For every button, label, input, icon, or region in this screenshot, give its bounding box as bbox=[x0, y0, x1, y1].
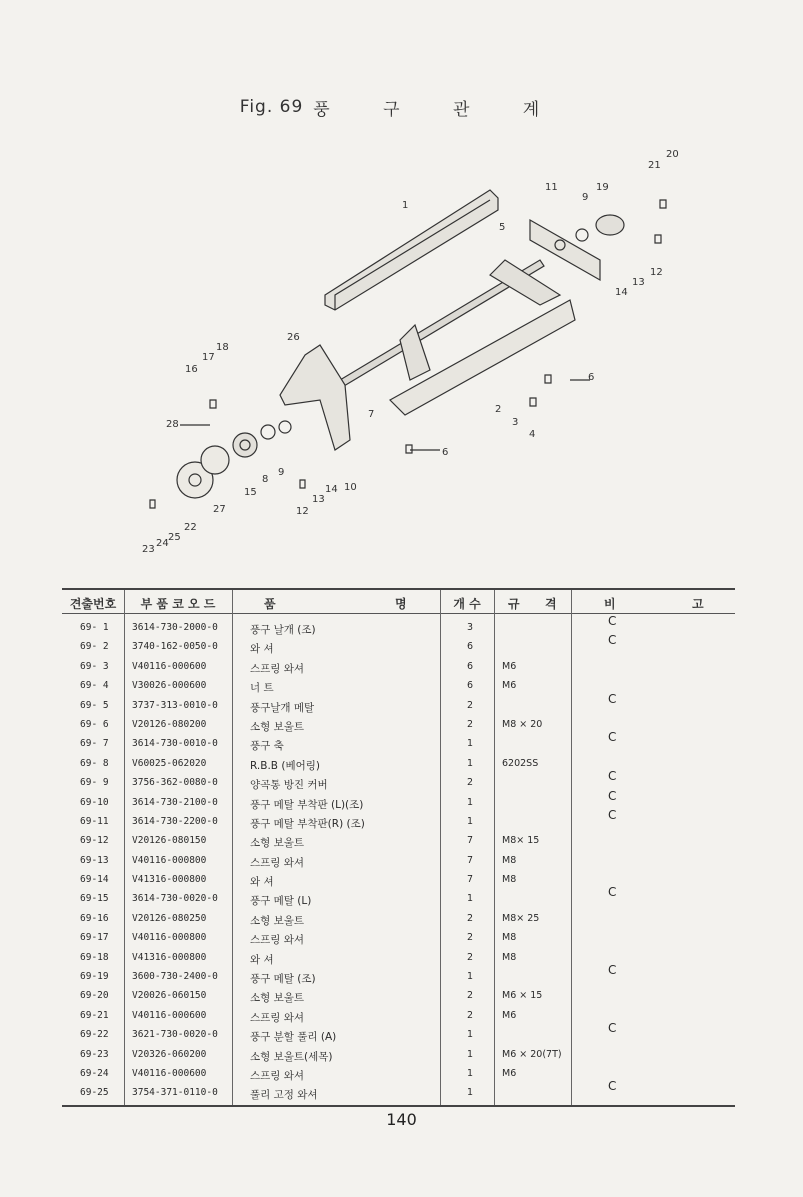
part-quantity: 2 bbox=[467, 718, 474, 730]
callout: 23 bbox=[142, 544, 155, 555]
callout: 3 bbox=[512, 417, 519, 428]
part-name: 양곡통 방진 커버 bbox=[250, 779, 328, 792]
callout: 12 bbox=[296, 506, 309, 517]
part-note: C bbox=[608, 963, 617, 978]
part-name: 와 셔 bbox=[250, 953, 274, 966]
part-spec: M8 bbox=[502, 951, 517, 963]
part-spec: 6202SS bbox=[502, 757, 539, 769]
part-quantity: 1 bbox=[467, 893, 474, 905]
part-quantity: 1 bbox=[467, 1087, 474, 1099]
part-name: 풍구날개 메탈 bbox=[250, 701, 315, 714]
part-code: 3614-730-0010-0 bbox=[132, 738, 218, 750]
part-code: 3614-730-0020-0 bbox=[132, 893, 218, 905]
part-number: 69-24 bbox=[80, 1067, 109, 1079]
part-code: 3600-730-2400-0 bbox=[132, 971, 218, 983]
callout: 17 bbox=[202, 352, 215, 363]
part-code: 3740-162-0050-0 bbox=[132, 641, 218, 653]
part-name: 풍구 메탈 부착판 (L)(조) bbox=[250, 798, 364, 811]
part-quantity: 6 bbox=[467, 641, 474, 653]
part-name: 풍구 메탈 부착판(R) (조) bbox=[250, 817, 365, 830]
table-row bbox=[62, 853, 735, 872]
part-code: V20326-060200 bbox=[132, 1048, 207, 1060]
part-spec: M8 bbox=[502, 854, 517, 866]
part-name: 풍구 날개 (조) bbox=[250, 624, 316, 636]
part-code: V40116-000800 bbox=[132, 932, 207, 944]
part-quantity: 7 bbox=[467, 835, 474, 847]
table-row bbox=[62, 950, 735, 969]
figure-heading: 풍 구 관 계 bbox=[313, 99, 564, 120]
part-name: 소형 보울트 bbox=[250, 837, 305, 850]
part-code: 3737-313-0010-0 bbox=[132, 699, 218, 711]
part-number: 69- 8 bbox=[80, 757, 109, 769]
exploded-parts-diagram bbox=[120, 140, 720, 570]
col-header-spec-a: 규 bbox=[508, 596, 520, 611]
part-code: V20126-080250 bbox=[132, 912, 207, 924]
callout: 9 bbox=[582, 192, 589, 203]
part-quantity: 1 bbox=[467, 971, 474, 983]
part-spec: M8× 25 bbox=[502, 912, 540, 924]
table-row bbox=[62, 988, 735, 1007]
parts-table-body bbox=[62, 614, 735, 1105]
part-note: C bbox=[608, 885, 617, 900]
callout: 6 bbox=[442, 447, 449, 458]
part-number: 69-20 bbox=[80, 990, 109, 1002]
col-header-note-a: 비 bbox=[604, 596, 616, 611]
part-number: 69-11 bbox=[80, 815, 109, 827]
part-name: 너 트 bbox=[250, 682, 274, 695]
callout: 13 bbox=[312, 494, 325, 505]
part-code: V60025-062020 bbox=[132, 757, 207, 769]
part-spec: M8× 15 bbox=[502, 835, 540, 847]
part-quantity: 2 bbox=[467, 912, 474, 924]
part-quantity: 3 bbox=[467, 622, 474, 633]
callout: 27 bbox=[213, 504, 226, 515]
part-code: 3621-730-0020-0 bbox=[132, 1029, 218, 1041]
callout: 8 bbox=[262, 474, 269, 485]
part-name: 스프링 와셔 bbox=[250, 662, 305, 675]
part-note: C bbox=[608, 769, 617, 784]
callout: 9 bbox=[278, 467, 285, 478]
part-note: C bbox=[608, 730, 617, 745]
callout: 20 bbox=[666, 149, 679, 160]
table-row bbox=[62, 756, 735, 775]
page-number: 140 bbox=[386, 1110, 417, 1129]
part-quantity: 7 bbox=[467, 854, 474, 866]
table-row bbox=[62, 717, 735, 736]
part-name: 풍구 메탈 (조) bbox=[250, 973, 316, 986]
part-note: C bbox=[608, 1021, 617, 1036]
part-quantity: 2 bbox=[467, 951, 474, 963]
part-quantity: 1 bbox=[467, 815, 474, 827]
part-number: 69-13 bbox=[80, 854, 109, 866]
part-quantity: 7 bbox=[467, 874, 474, 886]
part-spec: M6 bbox=[502, 1067, 517, 1079]
table-row bbox=[62, 872, 735, 891]
part-spec: M6 bbox=[502, 680, 517, 692]
part-code: V40116-000800 bbox=[132, 854, 207, 866]
part-number: 69- 9 bbox=[80, 777, 109, 789]
part-code: V20126-080150 bbox=[132, 835, 207, 847]
part-code: V41316-000800 bbox=[132, 951, 207, 963]
table-row bbox=[62, 633, 735, 658]
part-quantity: 1 bbox=[467, 1048, 474, 1060]
part-quantity: 2 bbox=[467, 932, 474, 944]
part-name: 풍구 분할 풀리 (A) bbox=[250, 1031, 337, 1044]
callout: 1 bbox=[402, 200, 409, 211]
part-quantity: 2 bbox=[467, 1009, 474, 1021]
part-number: 69- 3 bbox=[80, 660, 109, 672]
table-row bbox=[62, 1066, 735, 1085]
part-number: 69-17 bbox=[80, 932, 109, 944]
part-code: 3754-371-0110-0 bbox=[132, 1087, 218, 1099]
callout: 2 bbox=[495, 404, 502, 415]
col-header-note-b: 고 bbox=[692, 596, 704, 611]
part-name: 풍구 축 bbox=[250, 740, 284, 753]
part-quantity: 6 bbox=[467, 680, 474, 692]
part-number: 69-10 bbox=[80, 796, 109, 808]
part-code: 3614-730-2000-0 bbox=[132, 622, 218, 633]
callout: 6 bbox=[588, 372, 595, 383]
part-spec: M6 bbox=[502, 660, 517, 672]
part-number: 69- 2 bbox=[80, 641, 109, 653]
part-name: 스프링 와셔 bbox=[250, 934, 305, 947]
table-row bbox=[62, 1047, 735, 1066]
part-quantity: 2 bbox=[467, 699, 474, 711]
table-row bbox=[62, 911, 735, 930]
part-number: 69-15 bbox=[80, 893, 109, 905]
figure-label: Fig. 69 bbox=[239, 97, 304, 117]
part-quantity: 2 bbox=[467, 777, 474, 789]
part-quantity: 6 bbox=[467, 660, 474, 672]
part-number: 69-12 bbox=[80, 835, 109, 847]
col-header-spec-b: 격 bbox=[545, 596, 557, 611]
callout: 15 bbox=[244, 487, 257, 498]
table-row bbox=[62, 930, 735, 949]
callout: 25 bbox=[168, 532, 181, 543]
table-row bbox=[62, 963, 735, 988]
part-code: V20026-060150 bbox=[132, 990, 207, 1002]
callout: 7 bbox=[368, 409, 375, 420]
part-number: 69-21 bbox=[80, 1009, 109, 1021]
figure-title bbox=[0, 92, 803, 122]
part-code: V40116-000600 bbox=[132, 1009, 207, 1021]
callout: 10 bbox=[344, 482, 357, 493]
table-row bbox=[62, 691, 735, 717]
part-name: 스프링 와셔 bbox=[250, 1011, 305, 1024]
table-row bbox=[62, 730, 735, 755]
part-code: V41316-000800 bbox=[132, 874, 207, 886]
part-note: C bbox=[608, 1079, 617, 1094]
callout: 4 bbox=[529, 429, 536, 440]
part-name: 풍구 메탈 (L) bbox=[250, 895, 312, 908]
part-code: V20126-080200 bbox=[132, 718, 207, 730]
part-name: 스프링 와셔 bbox=[250, 856, 305, 869]
table-row bbox=[62, 833, 735, 852]
part-number: 69-18 bbox=[80, 951, 109, 963]
part-spec: M6 × 20(7T) bbox=[502, 1048, 562, 1060]
part-name: 소형 보울트 bbox=[250, 914, 305, 927]
table-row bbox=[62, 614, 735, 639]
part-number: 69- 6 bbox=[80, 718, 109, 730]
part-number: 69- 5 bbox=[80, 699, 109, 711]
part-name: 소형 보울트(세목) bbox=[250, 1050, 333, 1063]
part-name: 와 셔 bbox=[250, 876, 274, 889]
table-row bbox=[62, 807, 735, 833]
col-header-name-b: 명 bbox=[395, 596, 407, 611]
callout: 11 bbox=[545, 182, 558, 193]
part-number: 69-22 bbox=[80, 1029, 109, 1041]
part-name: 소형 보울트 bbox=[250, 992, 305, 1005]
part-quantity: 2 bbox=[467, 990, 474, 1002]
part-quantity: 1 bbox=[467, 738, 474, 750]
callout: 14 bbox=[615, 287, 628, 298]
part-quantity: 1 bbox=[467, 796, 474, 808]
callout: 12 bbox=[650, 267, 663, 278]
part-quantity: 1 bbox=[467, 1067, 474, 1079]
part-code: 3756-362-0080-0 bbox=[132, 777, 218, 789]
callout: 28 bbox=[166, 419, 179, 430]
part-name: 소형 보울트 bbox=[250, 720, 305, 733]
part-number: 69-14 bbox=[80, 874, 109, 886]
table-row bbox=[62, 1008, 735, 1027]
table-row bbox=[62, 659, 735, 678]
part-code: V30026-000600 bbox=[132, 680, 207, 692]
part-spec: M8 bbox=[502, 932, 517, 944]
part-number: 69-16 bbox=[80, 912, 109, 924]
table-row bbox=[62, 788, 735, 814]
part-note: C bbox=[608, 807, 617, 822]
callout: 5 bbox=[499, 222, 506, 233]
callout: 19 bbox=[596, 182, 609, 193]
table-row bbox=[62, 769, 735, 794]
callout: 24 bbox=[156, 538, 169, 549]
part-note: C bbox=[608, 614, 617, 628]
diagram-drawing bbox=[120, 140, 720, 570]
part-spec: M6 × 15 bbox=[502, 990, 543, 1002]
callout: 13 bbox=[632, 277, 645, 288]
part-note: C bbox=[608, 633, 617, 648]
col-header-qty: 개 수 bbox=[453, 596, 481, 611]
part-quantity: 1 bbox=[467, 757, 474, 769]
callout: 26 bbox=[287, 332, 300, 343]
part-number: 69- 4 bbox=[80, 680, 109, 692]
part-spec: M6 bbox=[502, 1009, 517, 1021]
part-quantity: 1 bbox=[467, 1029, 474, 1041]
part-note: C bbox=[608, 691, 617, 706]
part-name: 와 셔 bbox=[250, 643, 274, 656]
part-spec: M8 bbox=[502, 874, 517, 886]
part-name: 풀리 고정 와셔 bbox=[250, 1089, 318, 1102]
table-row bbox=[62, 1079, 735, 1104]
part-name: R.B.B (베어링) bbox=[250, 759, 320, 772]
part-code: 3614-730-2200-0 bbox=[132, 815, 218, 827]
table-row bbox=[62, 885, 735, 910]
callout: 21 bbox=[648, 160, 661, 171]
part-code: V40116-000600 bbox=[132, 660, 207, 672]
part-code: V40116-000600 bbox=[132, 1067, 207, 1079]
table-row bbox=[62, 678, 735, 697]
table-bottom-rule bbox=[62, 1105, 735, 1107]
part-number: 69-25 bbox=[80, 1087, 109, 1099]
part-spec: M8 × 20 bbox=[502, 718, 543, 730]
col-header-code: 부 품 코 오 드 bbox=[140, 596, 216, 611]
callout: 16 bbox=[185, 364, 198, 375]
callout: 14 bbox=[325, 484, 338, 495]
table-row bbox=[62, 1021, 735, 1046]
part-number: 69-19 bbox=[80, 971, 109, 983]
part-number: 69- 1 bbox=[80, 622, 109, 633]
col-header-name-a: 품 bbox=[264, 596, 276, 611]
part-note: C bbox=[608, 788, 617, 803]
callout: 18 bbox=[216, 342, 229, 353]
part-number: 69-23 bbox=[80, 1048, 109, 1060]
table-top-rule bbox=[62, 588, 735, 590]
part-code: 3614-730-2100-0 bbox=[132, 796, 218, 808]
part-number: 69- 7 bbox=[80, 738, 109, 750]
col-header-no: 견출번호 bbox=[69, 596, 117, 611]
part-name: 스프링 와셔 bbox=[250, 1069, 305, 1082]
callout: 22 bbox=[184, 522, 197, 533]
